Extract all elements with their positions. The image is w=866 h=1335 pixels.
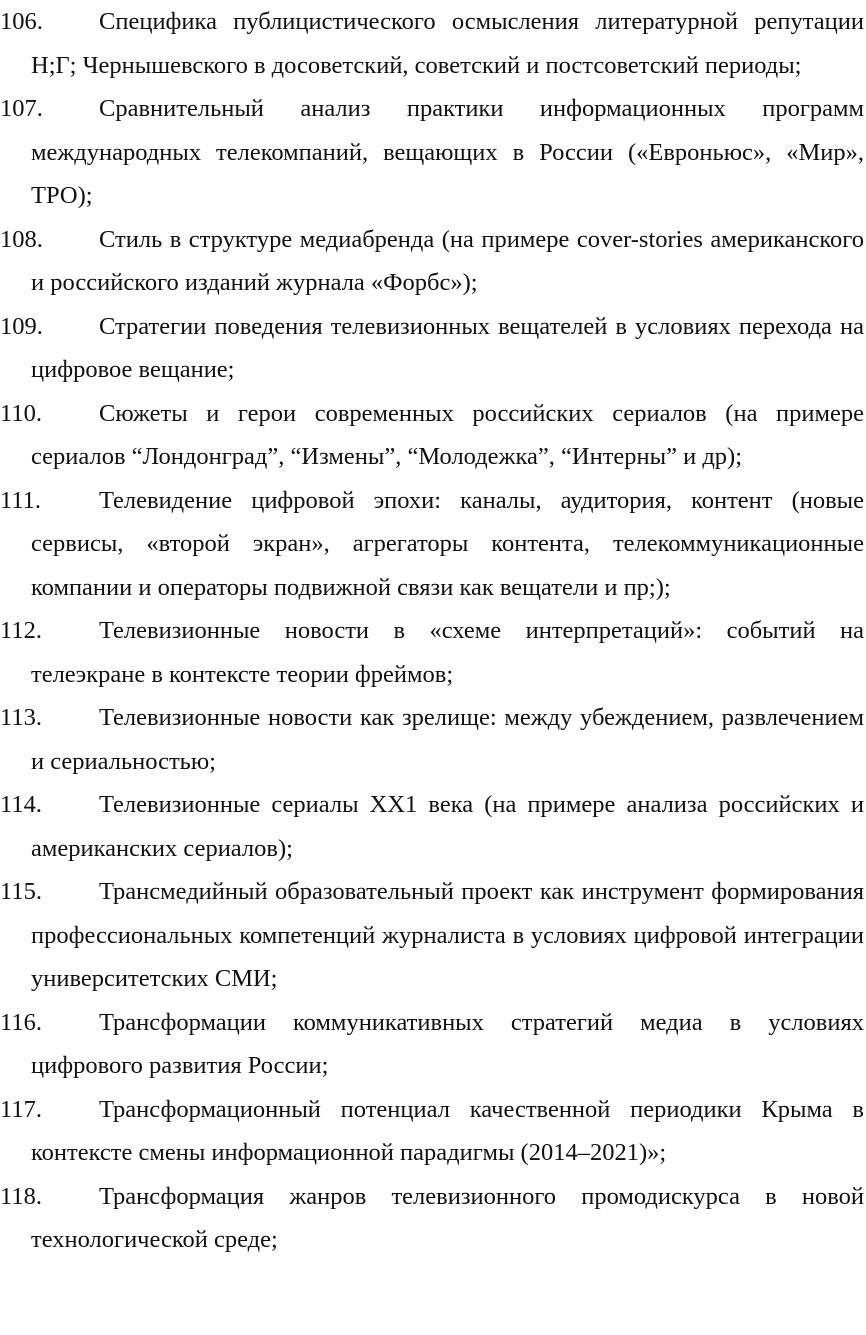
list-item xyxy=(0,392,866,479)
item-text: Трансформация жанров телевизионного промодискурса в новой технологической среде; xyxy=(31,1182,864,1253)
item-number: 116. xyxy=(0,1008,42,1036)
item-number: 112. xyxy=(0,617,42,644)
item-text: Сравнительный анализ практики информационных программ международных телекомпаний, вещающих в России («Евроньюс», «Мир», ТРО); xyxy=(31,95,864,209)
item-number: 117. xyxy=(0,1095,42,1123)
list-item xyxy=(0,696,866,783)
item-number: 106. xyxy=(0,8,43,35)
item-text: Специфика публицистического осмысления литературной репутации Н;Г; Чернышевского в досоветский, советский и постсоветский периоды; xyxy=(31,8,864,79)
list-item xyxy=(0,218,866,305)
list-item xyxy=(0,783,866,870)
item-text: Телевизионные новости как зрелище: между убеждением, развлечением и сериальностью; xyxy=(31,704,864,775)
item-text: Стиль в структуре медиабренда (на примере cover-stories американского и российского изданий журнала «Форбс»); xyxy=(31,225,864,296)
item-text: Сюжеты и герои современных российских сериалов (на примере сериалов “Лондонград”, “Измены”, “Молодежка”, “Интерны” и др); xyxy=(31,399,864,470)
list-item xyxy=(0,609,866,696)
item-text: Телевидение цифровой эпохи: каналы, аудитория, контент (новые сервисы, «второй экран», агрегаторы контента, телекоммуникационные компании и операторы подвижной связи как вещатели и пр;); xyxy=(31,486,864,601)
list-item xyxy=(0,1175,866,1262)
item-number: 108. xyxy=(0,225,43,253)
item-number: 110. xyxy=(0,399,42,427)
item-text: Телевизионные новости в «схеме интерпретаций»: событий на телеэкране в контексте теории фреймов; xyxy=(31,617,864,688)
item-number: 111. xyxy=(0,486,42,514)
item-text: Трансформационный потенциал качественной периодики Крыма в контексте смены информационной парадигмы (2014–2021)»; xyxy=(31,1095,864,1166)
item-number: 113. xyxy=(0,704,42,731)
list-item xyxy=(0,1088,866,1175)
list-item xyxy=(0,0,866,87)
item-text: Телевизионные сериалы XX1 века (на примере анализа российских и американских сериалов); xyxy=(31,791,864,862)
list-item xyxy=(0,305,866,392)
item-number: 109. xyxy=(0,312,43,340)
item-text: Стратегии поведения телевизионных вещателей в условиях перехода на цифровое вещание; xyxy=(31,312,864,383)
item-number: 107. xyxy=(0,95,43,122)
list-item xyxy=(0,479,866,610)
list-item xyxy=(0,870,866,1001)
item-text: Трансформации коммуникативных стратегий медиа в условиях цифрового развития России; xyxy=(31,1008,864,1079)
item-number: 114. xyxy=(0,791,42,818)
item-number: 118. xyxy=(0,1182,42,1210)
item-number: 115. xyxy=(0,878,42,905)
list-item xyxy=(0,87,866,218)
list-item xyxy=(0,1001,866,1088)
item-text: Трансмедийный образовательный проект как инструмент формирования профессиональных компетенций журналиста в условиях цифровой интеграции университетских СМИ; xyxy=(31,878,864,992)
